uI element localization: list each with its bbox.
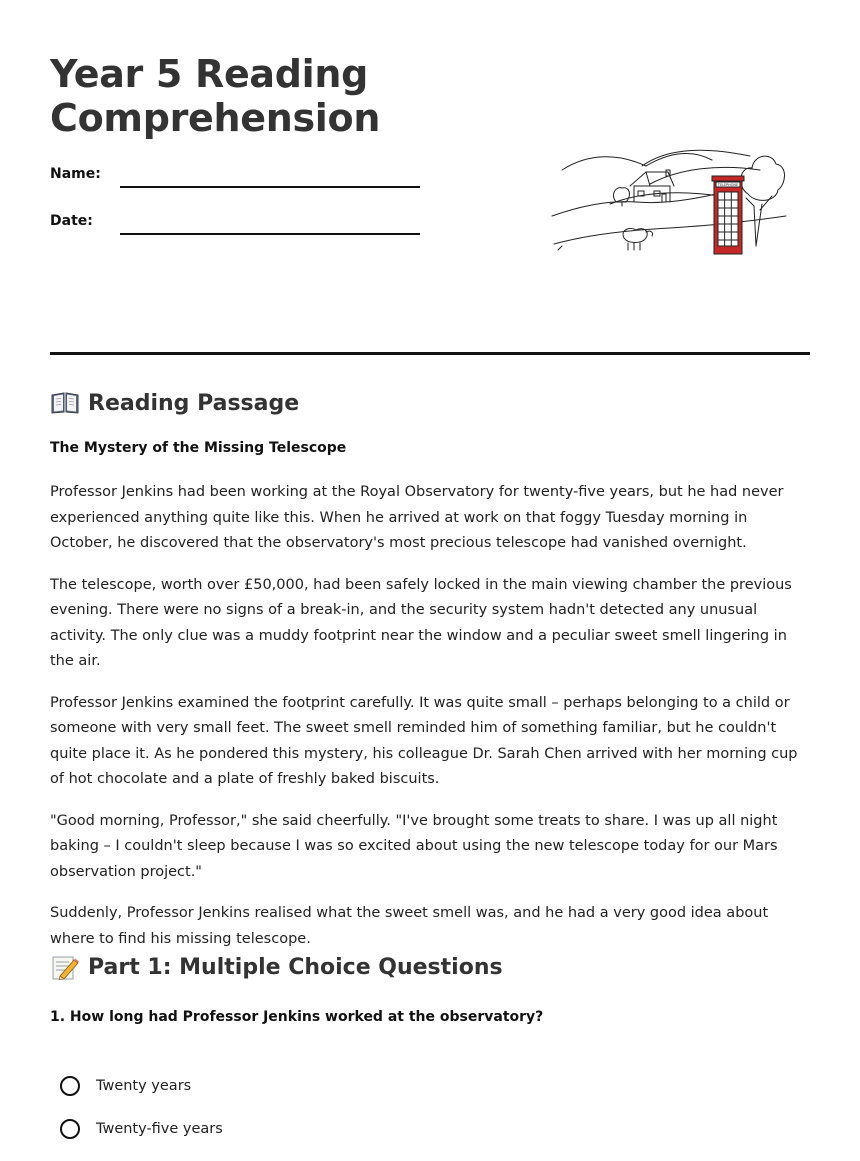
book-icon bbox=[50, 390, 80, 416]
reading-passage-heading bbox=[50, 390, 299, 416]
radio-button[interactable] bbox=[60, 1119, 80, 1139]
question-1-options bbox=[60, 1072, 223, 1158]
name-write-line[interactable] bbox=[120, 186, 420, 188]
story-title: The Mystery of the Missing Telescope bbox=[50, 440, 347, 456]
question-1: 1. How long had Professor Jenkins worked at the observatory? bbox=[50, 1009, 544, 1025]
radio-button[interactable] bbox=[60, 1076, 80, 1096]
countryside-scene-icon bbox=[550, 146, 790, 260]
name-field bbox=[50, 164, 420, 188]
part1-heading bbox=[50, 954, 503, 980]
passage-body bbox=[50, 480, 810, 968]
date-label: Date: bbox=[50, 213, 93, 229]
passage-paragraph: Professor Jenkins examined the footprint carefully. It was quite small – perhaps belonging to a child or someone with very small feet. The sweet smell reminded him of something familiar, but he couldn't quite place it. As he pondered this mystery, his colleague Dr. Sarah Chen arrived with her morning cup of hot chocolate and a plate of freshly baked biscuits. bbox=[50, 694, 798, 787]
option-label: Twenty years bbox=[96, 1078, 192, 1094]
worksheet-page bbox=[50, 0, 810, 1137]
title-line-1: Year 5 Reading bbox=[50, 52, 369, 96]
name-label: Name: bbox=[50, 166, 101, 182]
passage-paragraph: "Good morning, Professor," she said cheerfully. "I've brought some treats to share. I was up all night baking – I couldn't sleep because I was so excited about using the new telescope today for our Mars observation project." bbox=[50, 812, 778, 880]
worksheet-header bbox=[50, 0, 810, 355]
part1-title: Part 1: Multiple Choice Questions bbox=[88, 954, 503, 980]
passage-paragraph: Professor Jenkins had been working at the Royal Observatory for twenty-five years, but he had never experienced anything quite like this. When he arrived at work on that foggy Tuesday morning in October, he discovered that the observatory's most precious telescope had vanished overnight. bbox=[50, 484, 784, 551]
date-write-line[interactable] bbox=[120, 233, 420, 235]
worksheet-title bbox=[50, 52, 380, 140]
phone-box-sign-text: TELEPHONE bbox=[717, 183, 739, 188]
option-twenty-five-years[interactable] bbox=[60, 1115, 223, 1143]
option-label: Twenty-five years bbox=[96, 1121, 223, 1137]
title-line-2: Comprehension bbox=[50, 96, 381, 140]
passage-paragraph: Suddenly, Professor Jenkins realised what the sweet smell was, and he had a very good idea about where to find his missing telescope. bbox=[50, 905, 769, 947]
passage-paragraph: The telescope, worth over £50,000, had been safely locked in the main viewing chamber the previous evening. There were no signs of a break-in, and the security system hadn't detected any unusual activity. The only clue was a muddy footprint near the window and a peculiar sweet smell lingering in the air. bbox=[50, 576, 792, 669]
reading-passage-title: Reading Passage bbox=[88, 390, 300, 416]
date-field bbox=[50, 211, 420, 235]
memo-pencil-icon bbox=[50, 954, 80, 980]
option-twenty-years[interactable] bbox=[60, 1072, 223, 1100]
